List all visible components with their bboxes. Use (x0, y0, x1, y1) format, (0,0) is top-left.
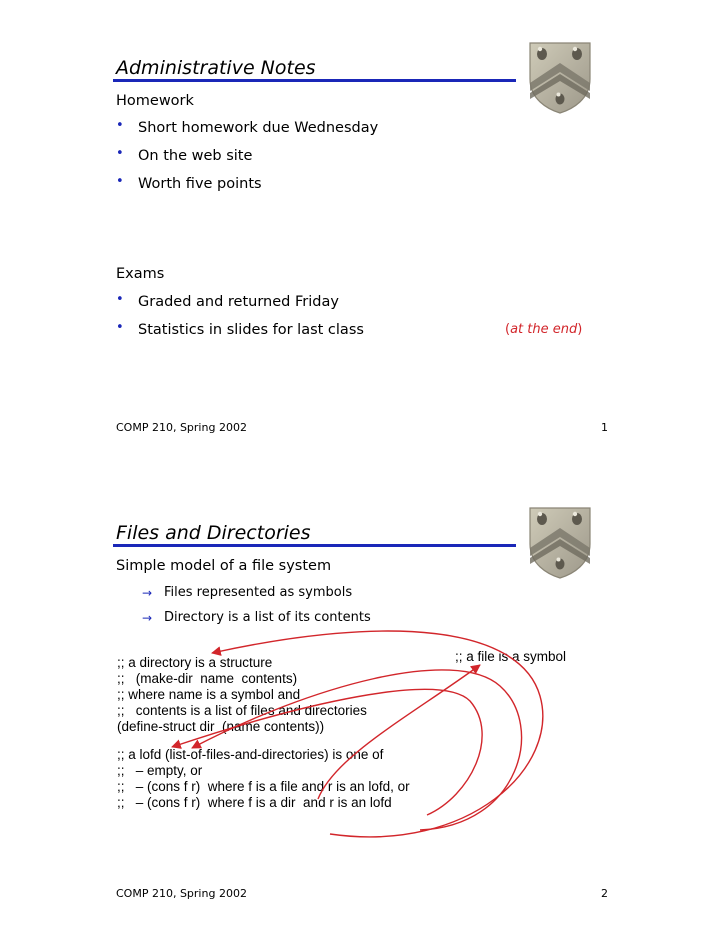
arrow-file-to-symbol (318, 665, 480, 799)
footer-course: COMP 210, Spring 2002 (116, 887, 247, 900)
bullet-icon: • (116, 320, 124, 335)
title-underline (113, 79, 516, 82)
at-the-end-note (505, 321, 582, 339)
code-line: ;; where name is a symbol and (117, 687, 301, 702)
code-line: (define-struct dir (name contents)) (117, 719, 325, 734)
sub-item: Directory is a list of its contents (164, 610, 371, 625)
slide-title: Administrative Notes (116, 57, 316, 79)
list-item: Short homework due Wednesday (138, 120, 379, 136)
arrow-lofd-to-definition (172, 689, 482, 815)
page-number: 2 (601, 887, 608, 900)
note-open-paren: ( (505, 322, 511, 337)
arrow-bullet-icon: → (142, 586, 153, 600)
section-heading-exams: Exams (116, 266, 165, 282)
arrow-lofd2-to-definition (192, 670, 522, 830)
list-item: Graded and returned Friday (138, 294, 339, 310)
slide-title: Files and Directories (116, 522, 311, 544)
section-heading: Simple model of a file system (116, 558, 332, 574)
code-line: ;; (make-dir name contents) (117, 671, 298, 686)
code-line: ;; contents is a list of files and directories (117, 703, 367, 718)
bullet-icon: • (116, 174, 124, 189)
arrow-bullet-icon: → (142, 611, 153, 625)
note-close-paren: ) (577, 322, 583, 337)
code-line: ;; – (cons f r) where f is a file and r is an lofd, or (117, 779, 410, 794)
bullet-icon: • (116, 146, 124, 161)
code-line: ;; – (cons f r) where f is a dir and r is an lofd (117, 795, 392, 810)
list-item: Statistics in slides for last class (138, 322, 364, 338)
footer-course: COMP 210, Spring 2002 (116, 421, 247, 434)
sub-item: Files represented as symbols (164, 585, 353, 600)
file-symbol-annotation: ;; a file is a symbol (455, 649, 567, 664)
slide-2 (0, 466, 720, 932)
arrow-dir-to-structure (212, 631, 543, 837)
page-number: 1 (601, 421, 608, 434)
section-heading-homework: Homework (116, 93, 194, 109)
note-text: at the end (510, 322, 578, 337)
university-crest-icon (527, 41, 593, 114)
code-line: ;; a lofd (list-of-files-and-directories) is one of (117, 747, 384, 762)
annotation-arrows (0, 466, 720, 932)
list-item: Worth five points (138, 176, 262, 192)
bullet-icon: • (116, 118, 124, 133)
bullet-icon: • (116, 292, 124, 307)
code-line: ;; a directory is a structure (117, 655, 273, 670)
list-item: On the web site (138, 148, 253, 164)
code-line: ;; – empty, or (117, 763, 203, 778)
